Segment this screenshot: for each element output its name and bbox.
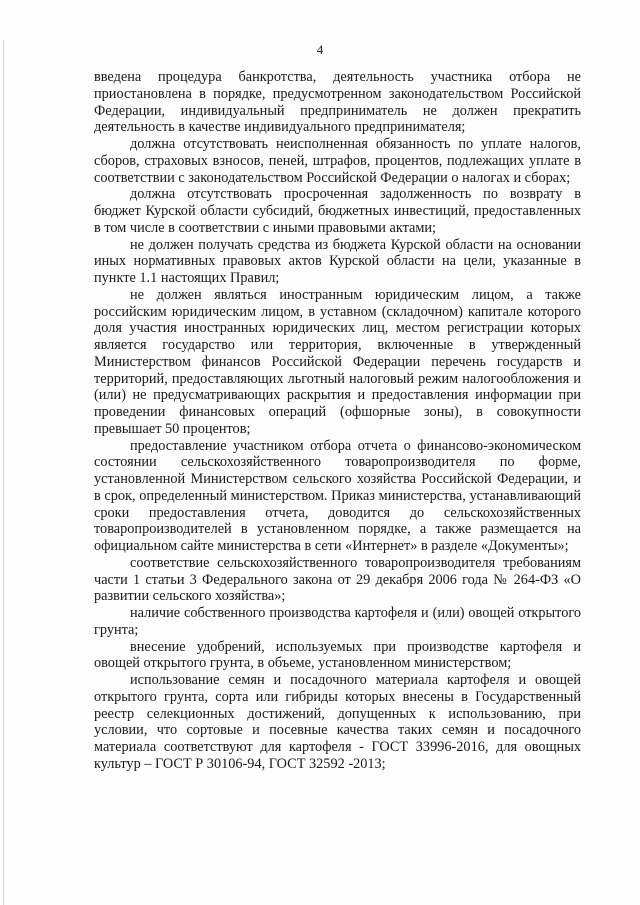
scan-edge-line (3, 40, 4, 905)
paragraph-other-funding: не должен получать средства из бюджета Курской области на основании иных нормативных правовых актов Курской области на цели, указанные в пункте 1.1 настоящих Правил; (94, 236, 581, 286)
paragraph-fertilizers: внесение удобрений, используемых при производстве картофеля и овощей открытого грунта, в объеме, установленном министерством; (94, 638, 581, 672)
paragraph-overdue-debt: должна отсутствовать просроченная задолженность по возврату в бюджет Курской области субсидий, бюджетных инвестиций, предоставленных в том числе в соответствии с иными правовыми актами; (94, 186, 581, 236)
paragraph-financial-report: предоставление участником отбора отчета о финансово-экономическом состоянии сельскохозяйственного товаропроизводителя по форме, установленной Министерством сельского хозяйства Российской Федерации, и в срок, определенный министерством. Приказ министерства, устанавливающий сроки предоставления отчета, доводится до сельскохозяйственных товаропроизводителей в установленном порядке, а также размещается на официальном сайте министерства в сети «Интернет» в разделе «Документы»; (94, 437, 581, 554)
paragraph-bankruptcy: введена процедура банкротства, деятельность участника отбора не приостановлена в порядке, предусмотренном законодательством Российской Федерации, индивидуальный предприниматель не должен прекратить деятельность в качестве индивидуального предпринимателя; (94, 69, 581, 136)
paragraph-own-production: наличие собственного производства картофеля и (или) овощей открытого грунта; (94, 605, 581, 638)
paragraph-tax-obligations: должна отсутствовать неисполненная обязанность по уплате налогов, сборов, страховых взносов, пеней, штрафов, процентов, подлежащих уплате в соответствии с законодательством Российской Федерации о налогах и сборах; (94, 136, 581, 186)
paragraph-seeds: использование семян и посадочного материала картофеля и овощей открытого грунта, сорта или гибриды которых внесены в Государственный реестр селекционных достижений, допущенных к использованию, при условии, что сортовые и посевные качества таких семян и посадочного материала соответствуют для картофеля - ГОСТ 33996-2016, для овощных культур – ГОСТ Р 30106-94, ГОСТ 32592 -2013; (94, 672, 581, 772)
paragraph-foreign-entity: не должен являться иностранным юридическим лицом, а также российским юридическим лицом, в уставном (складочном) капитале которого доля участия иностранных юридических лиц, местом регистрации которых является государство или территория, включенные в утвержденный Министерством финансов Российской Федерации перечень государств и территорий, предоставляющих льготный налоговый режим налогообложения и (или) не предусматривающих раскрытия и предоставления информации при проведении финансовых операций (офшорные зоны), в совокупности превышает 50 процентов; (94, 286, 581, 437)
page-number: 4 (316, 42, 324, 57)
paragraph-law-compliance: соответствие сельскохозяйственного товаропроизводителя требованиям части 1 статьи 3 Федерального закона от 29 декабря 2006 года № 264-ФЗ «О развитии сельского хозяйства»; (94, 554, 581, 605)
document-body (94, 69, 581, 773)
